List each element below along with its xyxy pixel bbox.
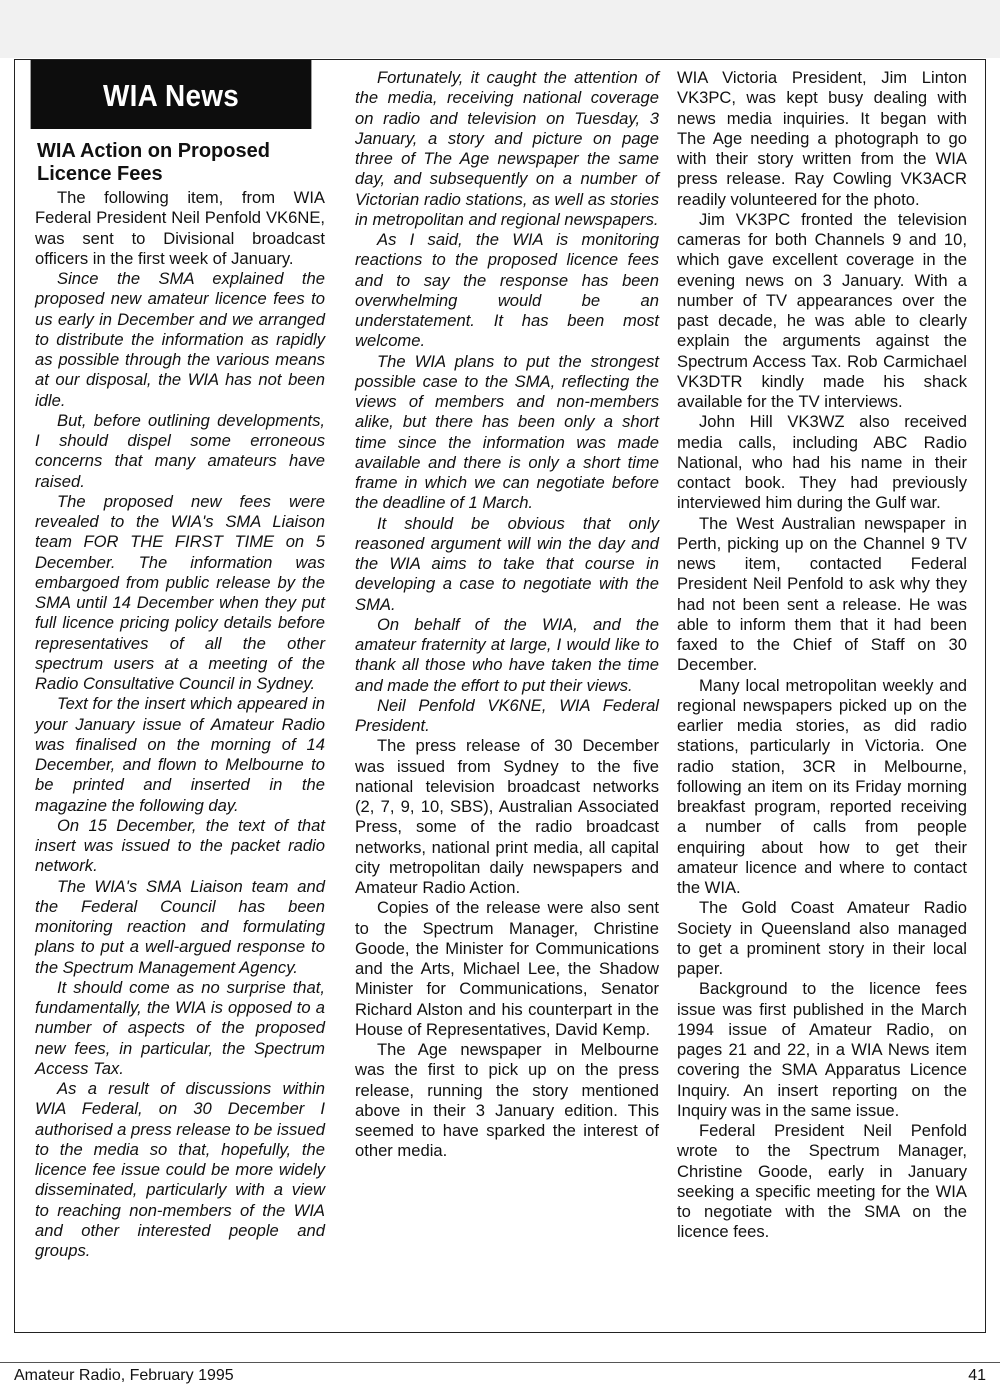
paragraph: Jim VK3PC fronted the television cameras for both Channels 9 and 10, which gave excellent coverage in the evening news on 3 January. With a number of TV appearances over the past decade, he was able to clearly explain the arguments against the Spectrum Access Tax. Rob Carmichael VK3DTR kindly made his shack available for the TV interviews. <box>677 209 967 411</box>
paragraph: The proposed new fees were revealed to the WIA's SMA Liaison team FOR THE FIRST TIME on 5 December. The information was embargoed from public release by the SMA until 14 December when they put full licence pricing policy details before representatives of all the other spectrum users at a meeting of the Radio Consultative Council in Sydney. <box>35 491 325 693</box>
paragraph: It should come as no surprise that, fundamentally, the WIA is opposed to a number of aspects of the proposed new fees, in particular, the Spectrum Access Tax. <box>35 977 325 1078</box>
paragraph: The WIA's SMA Liaison team and the Federal Council has been monitoring reaction and formulating plans to put a well-argued response to the Spectrum Management Agency. <box>35 876 325 977</box>
paragraph: John Hill VK3WZ also received media calls, including ABC Radio National, who had his name in their contact book. They had previously interviewed him during the Gulf war. <box>677 412 967 513</box>
signature-line: Neil Penfold VK6NE, WIA Federal President. <box>355 695 659 735</box>
scan-top-margin <box>0 0 1000 58</box>
paragraph: Copies of the release were also sent to the Spectrum Manager, Christine Goode, the Minister for Communications and the Arts, Michael Lee, the Shadow Minister for Communications, Senator Richard Alston and his counterpart in the House of Representatives, David Kemp. <box>355 898 659 1039</box>
paragraph: But, before outlining developments, I should dispel some erroneous concerns that many amateurs have raised. <box>35 410 325 491</box>
paragraph: It should be obvious that only reasoned argument will win the day and the WIA aims to take that course in developing a case to negotiate with the SMA. <box>355 513 659 614</box>
paragraph: Federal President Neil Penfold wrote to the Spectrum Manager, Christine Goode, early in January seeking a specific meeting for the WIA to negotiate with the SMA on the licence fees. <box>677 1121 967 1242</box>
section-banner: WIA News <box>31 60 312 129</box>
paragraph: The press release of 30 December was issued from Sydney to the five national television broadcast networks (2, 7, 9, 10, SBS), Australian Associated Press, some of the radio broadcast networks, national print media, all capital city metropolitan daily newspapers and Amateur Radio Action. <box>355 736 659 897</box>
paragraph: Background to the licence fees issue was first published in the March 1994 issue of Amateur Radio, on pages 21 and 22, in a WIA News item covering the SMA Apparatus Licence Inquiry. An insert reporting on the Inquiry was in the same issue. <box>677 979 967 1120</box>
paragraph: The following item, from WIA Federal President Neil Penfold VK6NE, was sent to Divisional broadcast officers in the first week of January. <box>35 188 325 268</box>
paragraph: The Age newspaper in Melbourne was the first to pick up on the press release, running the story mentioned above in their 3 January edition. This seemed to have sparked the interest of other media. <box>355 1040 659 1161</box>
paragraph: Text for the insert which appeared in your January issue of Amateur Radio was finalised on the morning of 14 December, and flown to Melbourne to be printed and inserted in the magazine the following day. <box>35 694 325 815</box>
paragraph: The West Australian newspaper in Perth, picking up on the Channel 9 TV news item, contacted Federal President Neil Penfold to ask why they had not been sent a release. He was able to inform them that it had been faxed to the Chief of Staff on 30 December. <box>677 513 967 675</box>
column-2 <box>355 68 659 1162</box>
footer-publication: Amateur Radio, February 1995 <box>14 1367 234 1384</box>
page-number: 41 <box>968 1367 986 1384</box>
paragraph: As I said, the WIA is monitoring reactions to the proposed licence fees and to say the response has been overwhelming would be an understatement. It has been most welcome. <box>355 230 659 351</box>
paragraph: The Gold Coast Amateur Radio Society in Queensland also managed to get a prominent story in their local paper. <box>677 898 967 978</box>
footer-rule <box>0 1362 1000 1363</box>
paragraph: The WIA plans to put the strongest possible case to the SMA, reflecting the views of members and non-members alike, but there has been only a short time since the information was made available and there is only a short time frame in which we can negotiate before the deadline of 1 March. <box>355 351 659 513</box>
paragraph: WIA Victoria President, Jim Linton VK3PC, was kept busy dealing with news media inquiries. It began with The Age needing a photograph to go with their story written from the WIA press release. Ray Cowling VK3ACR readily volunteered for the photo. <box>677 68 967 209</box>
column-3 <box>677 68 967 1243</box>
paragraph: Since the SMA explained the proposed new amateur licence fees to us early in December and we arranged to distribute the information as rapidly as possible through the various means at our disposal, the WIA has not been idle. <box>35 269 325 410</box>
paragraph: On 15 December, the text of that insert was issued to the packet radio network. <box>35 815 325 876</box>
paragraph: As a result of discussions within WIA Federal, on 30 December I authorised a press release to be issued to the media so that, hopefully, the licence fee issue could be more widely disseminated, particularly with a view to reaching non-members of the WIA and other interested people and groups. <box>35 1079 325 1260</box>
column-1 <box>35 140 325 1261</box>
article-headline: WIA Action on Proposed Licence Fees <box>37 140 270 185</box>
article-frame <box>14 59 986 1333</box>
paragraph: Many local metropolitan weekly and regional newspapers picked up on the earlier media stories, as did radio stations, particularly in Victoria. One radio station, 3CR in Melbourne, following an item on its Friday morning breakfast program, reported receiving a number of calls from people enquiring about how to get their amateur licence and where to contact the WIA. <box>677 675 967 897</box>
paragraph: Fortunately, it caught the attention of the media, receiving national coverage on radio and television on Tuesday, 3 January, a story and picture on page three of The Age newspaper the same day, and subsequently on a number of Victorian radio stations, as well as stories in metropolitan and regional newspapers. <box>355 68 659 229</box>
paragraph: On behalf of the WIA, and the amateur fraternity at large, I would like to thank all those who have taken the time and made the effort to put their views. <box>355 614 659 695</box>
